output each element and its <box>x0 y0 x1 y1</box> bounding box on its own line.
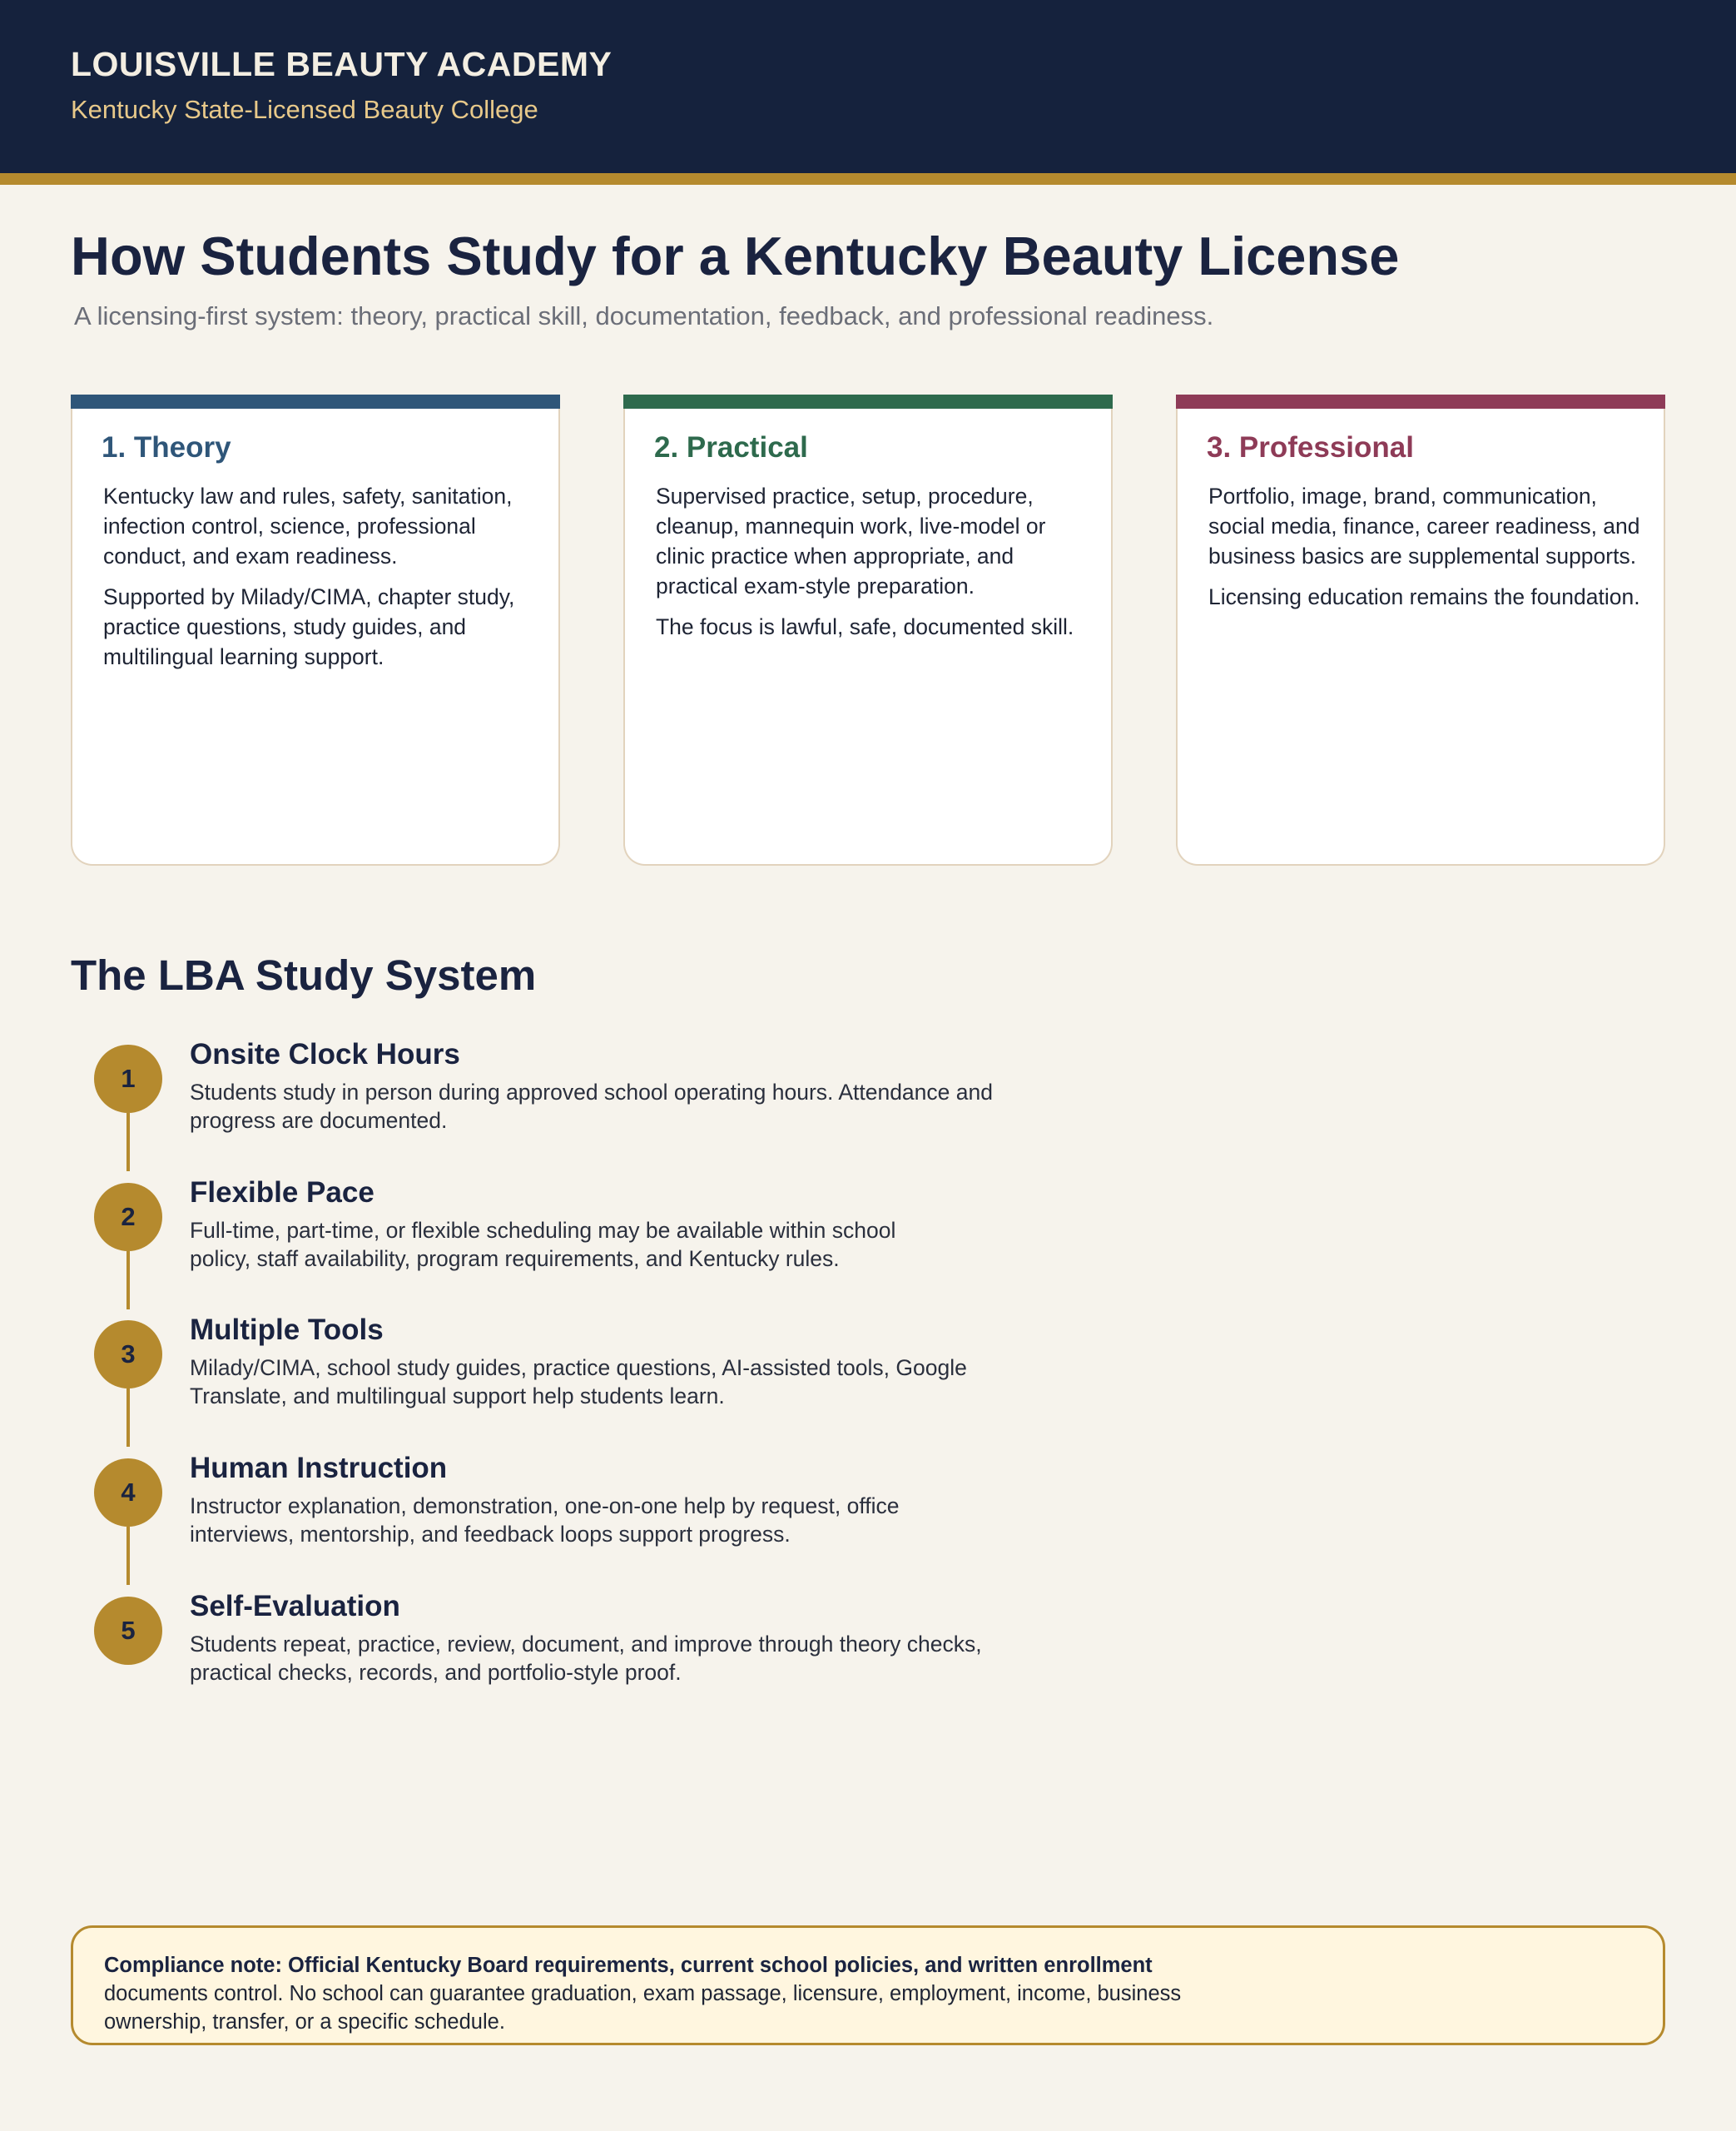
header-banner <box>0 0 1736 185</box>
step-description: Milady/CIMA, school study guides, practice questions, AI-assisted tools, Google Translate, and multilingual support help students learn. <box>190 1355 967 1408</box>
school-subtitle: Kentucky State-Licensed Beauty College <box>71 95 538 124</box>
step-description: Instructor explanation, demonstration, one-on-one help by request, office interviews, mentorship, and feedback loops support progress. <box>190 1493 900 1547</box>
card-body <box>103 481 536 683</box>
step-title: Onsite Clock Hours <box>190 1038 460 1070</box>
card-accent-bar <box>1176 395 1665 409</box>
step-number-badge: 3 <box>94 1320 162 1388</box>
step-title: Multiple Tools <box>190 1314 384 1346</box>
step-connector <box>126 1388 130 1447</box>
step-number-badge: 1 <box>94 1045 162 1113</box>
card-paragraph: Kentucky law and rules, safety, sanitation, infection control, science, professional conduct, and exam readiness. <box>103 484 513 569</box>
card-paragraph: Licensing education remains the foundation. <box>1208 584 1640 609</box>
compliance-note-text: Compliance note: Official Kentucky Board requirements, current school policies, and written enrollment documents control. No school can guarantee graduation, exam passage, licensure, employment, income, business ownership, transfer, or a specific schedule. <box>104 1954 1182 2034</box>
step-connector <box>126 1113 130 1171</box>
card-body <box>656 481 1089 653</box>
step-number-badge: 5 <box>94 1597 162 1665</box>
step-number-badge: 4 <box>94 1458 162 1527</box>
step-title: Self-Evaluation <box>190 1590 400 1622</box>
card-body <box>1208 481 1641 623</box>
card-title: 2. Practical <box>654 431 808 464</box>
step-description: Students repeat, practice, review, document, and improve through theory checks, practical checks, records, and portfolio-style proof. <box>190 1632 982 1685</box>
card-paragraph: Supervised practice, setup, procedure, cleanup, mannequin work, live-model or clinic practice when appropriate, and practical exam-style preparation. <box>656 484 1046 599</box>
step-title: Human Instruction <box>190 1452 448 1484</box>
card-title: 3. Professional <box>1207 431 1414 464</box>
page-subtitle: A licensing-first system: theory, practical skill, documentation, feedback, and professional readiness. <box>74 301 1214 330</box>
school-name: LOUISVILLE BEAUTY ACADEMY <box>71 45 613 83</box>
compliance-note <box>71 1925 1665 2045</box>
step-title: Flexible Pace <box>190 1176 374 1209</box>
step-connector <box>126 1527 130 1585</box>
compliance-note-lead: Compliance note: Official Kentucky Board requirements, current school policies, and written enrollment <box>104 1954 1153 1977</box>
step-description: Students study in person during approved school operating hours. Attendance and progress are documented. <box>190 1080 993 1133</box>
card-title: 1. Theory <box>102 431 231 464</box>
card-professional <box>1176 395 1665 866</box>
page-title: How Students Study for a Kentucky Beauty License <box>71 226 1400 286</box>
card-practical <box>623 395 1113 866</box>
card-accent-bar <box>623 395 1113 409</box>
step-number-badge: 2 <box>94 1183 162 1251</box>
card-accent-bar <box>71 395 560 409</box>
section-title: The LBA Study System <box>71 951 537 999</box>
card-paragraph: The focus is lawful, safe, documented skill. <box>656 614 1074 639</box>
step-description: Full-time, part-time, or flexible scheduling may be available within school policy, staff availability, program requirements, and Kentucky rules. <box>190 1218 896 1271</box>
card-paragraph: Portfolio, image, brand, communication, social media, finance, career readiness, and business basics are supplemental supports. <box>1208 484 1640 569</box>
card-paragraph: Supported by Milady/CIMA, chapter study, practice questions, study guides, and multilingual learning support. <box>103 584 515 669</box>
step-connector <box>126 1251 130 1309</box>
card-theory <box>71 395 560 866</box>
